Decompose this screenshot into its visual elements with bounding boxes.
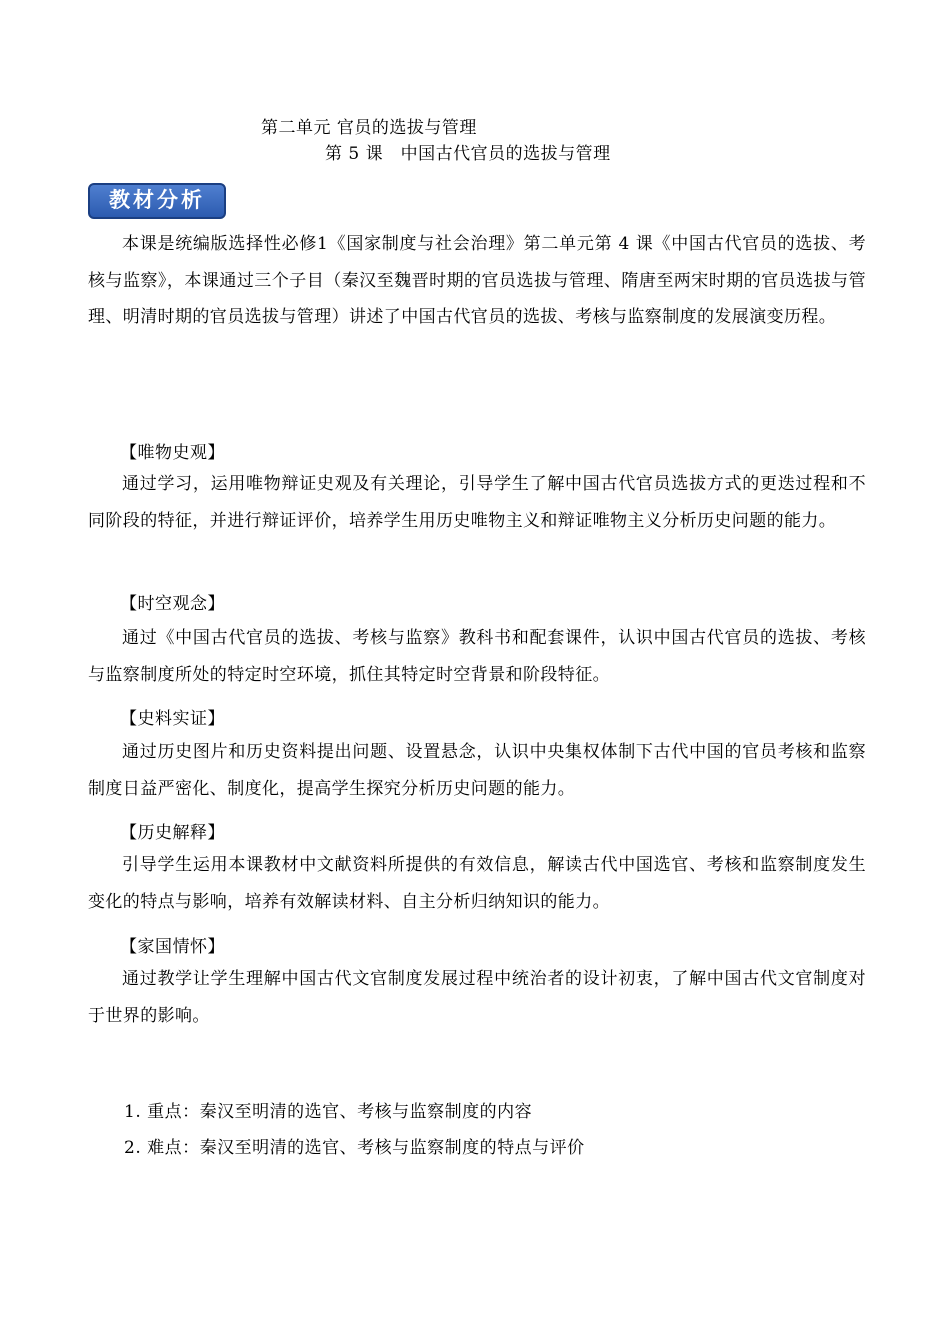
difficult-point-item: 2. 难点：秦汉至明清的选官、考核与监察制度的特点与评价 — [124, 1138, 585, 1158]
paragraph-interpretation: 引导学生运用本课教材中文献资料所提供的有效信息，解读古代中国选官、考核和监察制度发生变化的特点与影响，培养有效解读材料、自主分析归纳知识的能力。 — [88, 855, 866, 912]
paragraph-patriotism: 通过教学让学生理解中国古代文官制度发展过程中统治者的设计初衷，了解中国古代文官制度对于世界的影响。 — [88, 969, 866, 1026]
analysis-paragraph: 本课是统编版选择性必修1《国家制度与社会治理》第二单元第 4 课《中国古代官员的选拔、考核与监察》，本课通过三个子目（秦汉至魏晋时期的官员选拔与管理、隋唐至两宋时期的官员选拔与管理、明清时期的官员选拔与管理）讲述了中国古代官员的选拔、考核与监察制度的发展演变历程。 — [88, 234, 866, 327]
heading-historical-materialism: 【唯物史观】 — [120, 443, 225, 463]
heading-patriotism: 【家国情怀】 — [120, 937, 225, 957]
key-point-item: 1. 重点：秦汉至明清的选官、考核与监察制度的内容 — [124, 1102, 533, 1122]
paragraph-historical-materialism: 通过学习，运用唯物辩证史观及有关理论，引导学生了解中国古代官员选拔方式的更迭过程和不同阶段的特征，并进行辩证评价，培养学生用历史唯物主义和辩证唯物主义分析历史问题的能力。 — [88, 474, 866, 531]
heading-interpretation: 【历史解释】 — [120, 823, 225, 843]
lesson-title: 第 5 课 中国古代官员的选拔与管理 — [325, 144, 611, 164]
heading-spatiotemporal: 【时空观念】 — [120, 594, 225, 614]
heading-evidence: 【史料实证】 — [120, 709, 225, 729]
paragraph-spatiotemporal: 通过《中国古代官员的选拔、考核与监察》教科书和配套课件，认识中国古代官员的选拔、考核与监察制度所处的特定时空环境，抓住其特定时空背景和阶段特征。 — [88, 628, 866, 685]
section-badge-textbook-analysis: 教材分析 — [88, 183, 226, 219]
unit-title: 第二单元 官员的选拔与管理 — [261, 118, 477, 138]
paragraph-evidence: 通过历史图片和历史资料提出问题、设置悬念，认识中央集权体制下古代中国的官员考核和监察制度日益严密化、制度化，提高学生探究分析历史问题的能力。 — [88, 742, 866, 799]
